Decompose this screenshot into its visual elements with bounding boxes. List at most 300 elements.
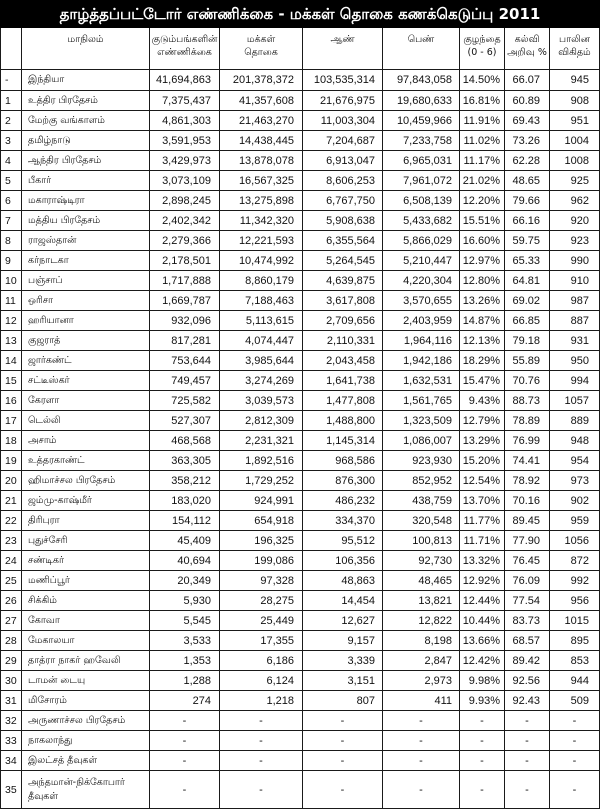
cell-row-number: 31: [0, 691, 22, 711]
cell-male: 48,863: [303, 571, 383, 591]
cell-sex-ratio: 872: [550, 551, 600, 571]
cell-population: 1,729,252: [220, 471, 303, 491]
cell-population: 196,325: [220, 531, 303, 551]
table-row: [0, 311, 600, 331]
cell-state: குஜராத்: [22, 331, 150, 351]
cell-state: சிக்கிம்: [22, 591, 150, 611]
cell-female: 320,548: [383, 511, 460, 531]
header-female: [383, 28, 460, 70]
cell-literacy: 62.28: [505, 151, 550, 171]
table-row: [0, 391, 600, 411]
cell-literacy: 69.02: [505, 291, 550, 311]
cell-row-number: 11: [0, 291, 22, 311]
cell-child-percent: 9.98%: [460, 671, 505, 691]
cell-female: 923,930: [383, 451, 460, 471]
cell-sex-ratio: -: [550, 731, 600, 751]
cell-households: 527,307: [150, 411, 220, 431]
cell-population: 25,449: [220, 611, 303, 631]
cell-row-number: 10: [0, 271, 22, 291]
cell-female: 1,323,509: [383, 411, 460, 431]
cell-male: 968,586: [303, 451, 383, 471]
cell-literacy: 78.89: [505, 411, 550, 431]
table-row: [0, 291, 600, 311]
table-row: [0, 211, 600, 231]
table-row: [0, 251, 600, 271]
cell-population: 4,074,447: [220, 331, 303, 351]
cell-child-percent: 13.32%: [460, 551, 505, 571]
cell-female: 8,198: [383, 631, 460, 651]
cell-female: 5,210,447: [383, 251, 460, 271]
cell-sex-ratio: 509: [550, 691, 600, 711]
cell-row-number: 20: [0, 471, 22, 491]
cell-sex-ratio: 889: [550, 411, 600, 431]
cell-population: 12,221,593: [220, 231, 303, 251]
cell-households: 5,545: [150, 611, 220, 631]
cell-child-percent: 13.29%: [460, 431, 505, 451]
cell-female: -: [383, 731, 460, 751]
header-sex-ratio: [550, 28, 600, 70]
cell-sex-ratio: 1004: [550, 131, 600, 151]
cell-male: 21,676,975: [303, 91, 383, 111]
cell-female: 2,973: [383, 671, 460, 691]
cell-population: 3,039,573: [220, 391, 303, 411]
cell-row-number: 1: [0, 91, 22, 111]
cell-state: சண்டிகர்: [22, 551, 150, 571]
cell-child-percent: 12.54%: [460, 471, 505, 491]
cell-households: 45,409: [150, 531, 220, 551]
cell-literacy: 70.16: [505, 491, 550, 511]
header-literacy-line2: அறிவு %: [507, 47, 547, 58]
cell-child-percent: 12.92%: [460, 571, 505, 591]
cell-child-percent: 18.29%: [460, 351, 505, 371]
table-row: [0, 271, 600, 291]
cell-female: 7,961,072: [383, 171, 460, 191]
cell-state: ஜார்கண்ட்: [22, 351, 150, 371]
cell-sex-ratio: -: [550, 771, 600, 809]
cell-population: 5,113,615: [220, 311, 303, 331]
cell-child-percent: 9.43%: [460, 391, 505, 411]
cell-male: 6,355,564: [303, 231, 383, 251]
cell-child-percent: 12.44%: [460, 591, 505, 611]
cell-population: 21,463,270: [220, 111, 303, 131]
cell-female: 1,942,186: [383, 351, 460, 371]
cell-literacy: 79.66: [505, 191, 550, 211]
cell-literacy: 69.43: [505, 111, 550, 131]
cell-child-percent: 16.81%: [460, 91, 505, 111]
cell-households: -: [150, 771, 220, 809]
table-row: [0, 151, 600, 171]
cell-child-percent: 12.20%: [460, 191, 505, 211]
cell-literacy: 66.85: [505, 311, 550, 331]
table-row: [0, 591, 600, 611]
table-row: [0, 531, 600, 551]
cell-population: 8,860,179: [220, 271, 303, 291]
cell-female: 10,459,966: [383, 111, 460, 131]
cell-state: புதுச்சேரி: [22, 531, 150, 551]
cell-literacy: 89.45: [505, 511, 550, 531]
cell-child-percent: 12.13%: [460, 331, 505, 351]
cell-female: 97,843,058: [383, 70, 460, 91]
cell-row-number: 24: [0, 551, 22, 571]
cell-state: தமிழ்நாடு: [22, 131, 150, 151]
cell-row-number: 7: [0, 211, 22, 231]
cell-male: 3,339: [303, 651, 383, 671]
cell-row-number: 9: [0, 251, 22, 271]
cell-female: 6,508,139: [383, 191, 460, 211]
cell-population: 13,275,898: [220, 191, 303, 211]
cell-sex-ratio: 962: [550, 191, 600, 211]
cell-row-number: 19: [0, 451, 22, 471]
cell-sex-ratio: 1008: [550, 151, 600, 171]
cell-row-number: 30: [0, 671, 22, 691]
table-row: [0, 70, 600, 91]
cell-population: 41,357,608: [220, 91, 303, 111]
cell-male: 11,003,304: [303, 111, 383, 131]
cell-female: -: [383, 771, 460, 809]
cell-female: 12,822: [383, 611, 460, 631]
cell-female: 411: [383, 691, 460, 711]
cell-households: 3,073,109: [150, 171, 220, 191]
cell-state: மத்திய பிரதேசம்: [22, 211, 150, 231]
cell-row-number: 5: [0, 171, 22, 191]
cell-row-number: 28: [0, 631, 22, 651]
cell-state: தாத்ரா நாகர் ஹவேலி: [22, 651, 150, 671]
cell-male: 1,145,314: [303, 431, 383, 451]
header-population: [220, 28, 303, 70]
header-literacy: [505, 28, 550, 70]
cell-population: -: [220, 751, 303, 771]
cell-male: 1,477,808: [303, 391, 383, 411]
cell-state: சட்டீஸ்கர்: [22, 371, 150, 391]
cell-sex-ratio: 948: [550, 431, 600, 451]
table-row: [0, 631, 600, 651]
cell-child-percent: 21.02%: [460, 171, 505, 191]
cell-state: பஞ்சாப்: [22, 271, 150, 291]
table-row: [0, 671, 600, 691]
cell-row-number: -: [0, 70, 22, 91]
cell-sex-ratio: 902: [550, 491, 600, 511]
cell-sex-ratio: 925: [550, 171, 600, 191]
header-literacy-line1: கல்வி: [514, 34, 540, 45]
cell-male: 1,488,800: [303, 411, 383, 431]
cell-population: 2,231,321: [220, 431, 303, 451]
cell-male: 2,043,458: [303, 351, 383, 371]
cell-state: ஜம்மு-காஷ்மீர்: [22, 491, 150, 511]
cell-literacy: 77.90: [505, 531, 550, 551]
cell-male: 6,913,047: [303, 151, 383, 171]
cell-sex-ratio: 895: [550, 631, 600, 651]
cell-male: 876,300: [303, 471, 383, 491]
cell-male: 3,151: [303, 671, 383, 691]
cell-population: 199,086: [220, 551, 303, 571]
table-row: [0, 771, 600, 809]
cell-child-percent: 13.70%: [460, 491, 505, 511]
cell-state: ஹரியானா: [22, 311, 150, 331]
cell-female: 5,866,029: [383, 231, 460, 251]
cell-child-percent: 16.60%: [460, 231, 505, 251]
cell-literacy: 65.33: [505, 251, 550, 271]
cell-population: 6,124: [220, 671, 303, 691]
cell-households: 3,429,973: [150, 151, 220, 171]
cell-literacy: 59.75: [505, 231, 550, 251]
cell-state: டெல்லி: [22, 411, 150, 431]
cell-row-number: 2: [0, 111, 22, 131]
cell-female: 1,632,531: [383, 371, 460, 391]
cell-sex-ratio: 908: [550, 91, 600, 111]
table-row: [0, 711, 600, 731]
header-child-line1: குழந்தை: [463, 34, 501, 45]
cell-population: 11,342,320: [220, 211, 303, 231]
cell-child-percent: 15.47%: [460, 371, 505, 391]
cell-male: -: [303, 751, 383, 771]
cell-child-percent: 13.26%: [460, 291, 505, 311]
cell-literacy: 48.65: [505, 171, 550, 191]
cell-child-percent: 12.97%: [460, 251, 505, 271]
table-row: [0, 191, 600, 211]
table-row: [0, 751, 600, 771]
table-row: [0, 491, 600, 511]
cell-households: 2,898,245: [150, 191, 220, 211]
cell-state: அசாம்: [22, 431, 150, 451]
cell-male: 334,370: [303, 511, 383, 531]
cell-households: 468,568: [150, 431, 220, 451]
cell-literacy: 79.18: [505, 331, 550, 351]
header-households-line1: குடும்பங்களின்: [151, 34, 218, 45]
header-state: [22, 28, 150, 70]
cell-households: 274: [150, 691, 220, 711]
cell-households: 154,112: [150, 511, 220, 531]
cell-female: 2,403,959: [383, 311, 460, 331]
cell-households: 5,930: [150, 591, 220, 611]
cell-households: 40,694: [150, 551, 220, 571]
table-row: [0, 471, 600, 491]
cell-child-percent: -: [460, 751, 505, 771]
cell-sex-ratio: 923: [550, 231, 600, 251]
table-row: [0, 511, 600, 531]
cell-literacy: -: [505, 731, 550, 751]
cell-child-percent: 15.51%: [460, 211, 505, 231]
cell-female: 5,433,682: [383, 211, 460, 231]
cell-literacy: 92.43: [505, 691, 550, 711]
cell-households: 2,279,366: [150, 231, 220, 251]
cell-sex-ratio: 956: [550, 591, 600, 611]
header-sex-ratio-line1: பாலின: [559, 34, 590, 45]
cell-female: 6,965,031: [383, 151, 460, 171]
header-population-line2: தொகை: [244, 47, 278, 58]
cell-households: 7,375,437: [150, 91, 220, 111]
cell-male: 5,264,545: [303, 251, 383, 271]
cell-sex-ratio: 931: [550, 331, 600, 351]
cell-child-percent: 13.66%: [460, 631, 505, 651]
cell-sex-ratio: 853: [550, 651, 600, 671]
cell-female: 1,964,116: [383, 331, 460, 351]
cell-state: மகாராஷ்டிரா: [22, 191, 150, 211]
cell-male: 2,709,656: [303, 311, 383, 331]
table-title: தாழ்த்தப்பட்டோர் எண்ணிக்கை - மக்கள் தொகை கணக்கெடுப்பு 2011: [0, 0, 600, 28]
cell-male: 95,512: [303, 531, 383, 551]
cell-male: 5,908,638: [303, 211, 383, 231]
cell-sex-ratio: 1056: [550, 531, 600, 551]
cell-female: 2,847: [383, 651, 460, 671]
cell-male: 7,204,687: [303, 131, 383, 151]
cell-literacy: 76.99: [505, 431, 550, 451]
cell-state: இந்தியா: [22, 70, 150, 91]
cell-state: அருணாச்சல பிரதேசம்: [22, 711, 150, 731]
cell-state: மேகாலயா: [22, 631, 150, 651]
table-row: [0, 131, 600, 151]
header-households-line2: எண்ணிக்கை: [157, 47, 212, 58]
cell-male: -: [303, 771, 383, 809]
cell-row-number: 21: [0, 491, 22, 511]
cell-literacy: 74.41: [505, 451, 550, 471]
cell-population: 13,878,078: [220, 151, 303, 171]
cell-sex-ratio: 944: [550, 671, 600, 691]
cell-households: 753,644: [150, 351, 220, 371]
cell-male: 4,639,875: [303, 271, 383, 291]
cell-state: ஆந்திர பிரதேசம்: [22, 151, 150, 171]
cell-literacy: 68.57: [505, 631, 550, 651]
table-body: [0, 70, 600, 809]
cell-households: -: [150, 751, 220, 771]
cell-state: மேற்கு வங்காளம்: [22, 111, 150, 131]
table-row: [0, 171, 600, 191]
header-state-label: மாநிலம்: [67, 34, 104, 45]
cell-child-percent: 12.42%: [460, 651, 505, 671]
cell-households: 20,349: [150, 571, 220, 591]
cell-households: 1,353: [150, 651, 220, 671]
header-population-line1: மக்கள்: [246, 34, 276, 45]
cell-literacy: 66.07: [505, 70, 550, 91]
cell-population: 3,274,269: [220, 371, 303, 391]
cell-sex-ratio: 973: [550, 471, 600, 491]
cell-sex-ratio: 950: [550, 351, 600, 371]
cell-literacy: 70.76: [505, 371, 550, 391]
cell-literacy: 66.16: [505, 211, 550, 231]
cell-male: 12,627: [303, 611, 383, 631]
cell-female: 100,813: [383, 531, 460, 551]
cell-literacy: -: [505, 751, 550, 771]
cell-row-number: 13: [0, 331, 22, 351]
cell-child-percent: 14.87%: [460, 311, 505, 331]
cell-state: அந்தமான்-நிக்கோபார் தீவுகள்: [22, 771, 150, 809]
cell-literacy: -: [505, 771, 550, 809]
cell-literacy: 76.09: [505, 571, 550, 591]
cell-row-number: 12: [0, 311, 22, 331]
cell-population: 6,186: [220, 651, 303, 671]
cell-households: 1,669,787: [150, 291, 220, 311]
cell-female: 852,952: [383, 471, 460, 491]
cell-literacy: 89.42: [505, 651, 550, 671]
cell-female: 7,233,758: [383, 131, 460, 151]
cell-row-number: 25: [0, 571, 22, 591]
cell-row-number: 6: [0, 191, 22, 211]
cell-sex-ratio: 994: [550, 371, 600, 391]
cell-households: 4,861,303: [150, 111, 220, 131]
cell-row-number: 3: [0, 131, 22, 151]
cell-literacy: 73.26: [505, 131, 550, 151]
cell-row-number: 17: [0, 411, 22, 431]
cell-population: 3,985,644: [220, 351, 303, 371]
cell-female: 48,465: [383, 571, 460, 591]
cell-households: 3,533: [150, 631, 220, 651]
cell-population: -: [220, 771, 303, 809]
cell-child-percent: -: [460, 771, 505, 809]
cell-sex-ratio: -: [550, 751, 600, 771]
cell-state: உத்திர பிரதேசம்: [22, 91, 150, 111]
table-row: [0, 371, 600, 391]
cell-sex-ratio: 920: [550, 211, 600, 231]
table-row: [0, 611, 600, 631]
cell-child-percent: 15.20%: [460, 451, 505, 471]
cell-child-percent: -: [460, 711, 505, 731]
table-row: [0, 231, 600, 251]
cell-child-percent: -: [460, 731, 505, 751]
cell-sex-ratio: 990: [550, 251, 600, 271]
cell-population: 2,812,309: [220, 411, 303, 431]
cell-female: 3,570,655: [383, 291, 460, 311]
cell-households: 363,305: [150, 451, 220, 471]
table-row: [0, 451, 600, 471]
cell-male: 103,535,314: [303, 70, 383, 91]
cell-households: 1,288: [150, 671, 220, 691]
cell-households: 2,178,501: [150, 251, 220, 271]
cell-sex-ratio: 1015: [550, 611, 600, 631]
cell-row-number: 16: [0, 391, 22, 411]
cell-male: 3,617,808: [303, 291, 383, 311]
table-header-row: [0, 28, 600, 70]
cell-literacy: 55.89: [505, 351, 550, 371]
cell-male: 2,110,331: [303, 331, 383, 351]
cell-population: 97,328: [220, 571, 303, 591]
cell-child-percent: 11.17%: [460, 151, 505, 171]
cell-population: 17,355: [220, 631, 303, 651]
cell-child-percent: 10.44%: [460, 611, 505, 631]
cell-row-number: 35: [0, 771, 22, 809]
cell-child-percent: 9.93%: [460, 691, 505, 711]
cell-child-percent: 12.80%: [460, 271, 505, 291]
cell-male: 106,356: [303, 551, 383, 571]
cell-state: பீகார்: [22, 171, 150, 191]
cell-sex-ratio: 887: [550, 311, 600, 331]
cell-literacy: 64.81: [505, 271, 550, 291]
cell-row-number: 22: [0, 511, 22, 531]
cell-literacy: 88.73: [505, 391, 550, 411]
cell-households: 932,096: [150, 311, 220, 331]
cell-population: 16,567,325: [220, 171, 303, 191]
cell-female: 19,680,633: [383, 91, 460, 111]
cell-female: 1,561,765: [383, 391, 460, 411]
header-male-label: ஆண்: [330, 34, 355, 45]
cell-state: கோவா: [22, 611, 150, 631]
cell-state: டாமன் டையு: [22, 671, 150, 691]
header-female-label: பெண்: [407, 34, 435, 45]
cell-households: 3,591,953: [150, 131, 220, 151]
cell-row-number: 26: [0, 591, 22, 611]
cell-male: 8,606,253: [303, 171, 383, 191]
cell-population: 14,438,445: [220, 131, 303, 151]
cell-households: 2,402,342: [150, 211, 220, 231]
cell-state: திரிபுரா: [22, 511, 150, 531]
table-row: [0, 551, 600, 571]
cell-households: -: [150, 711, 220, 731]
cell-male: 9,157: [303, 631, 383, 651]
cell-row-number: 18: [0, 431, 22, 451]
header-child: [460, 28, 505, 70]
cell-child-percent: 11.91%: [460, 111, 505, 131]
table-row: [0, 571, 600, 591]
cell-literacy: 92.56: [505, 671, 550, 691]
cell-row-number: 14: [0, 351, 22, 371]
